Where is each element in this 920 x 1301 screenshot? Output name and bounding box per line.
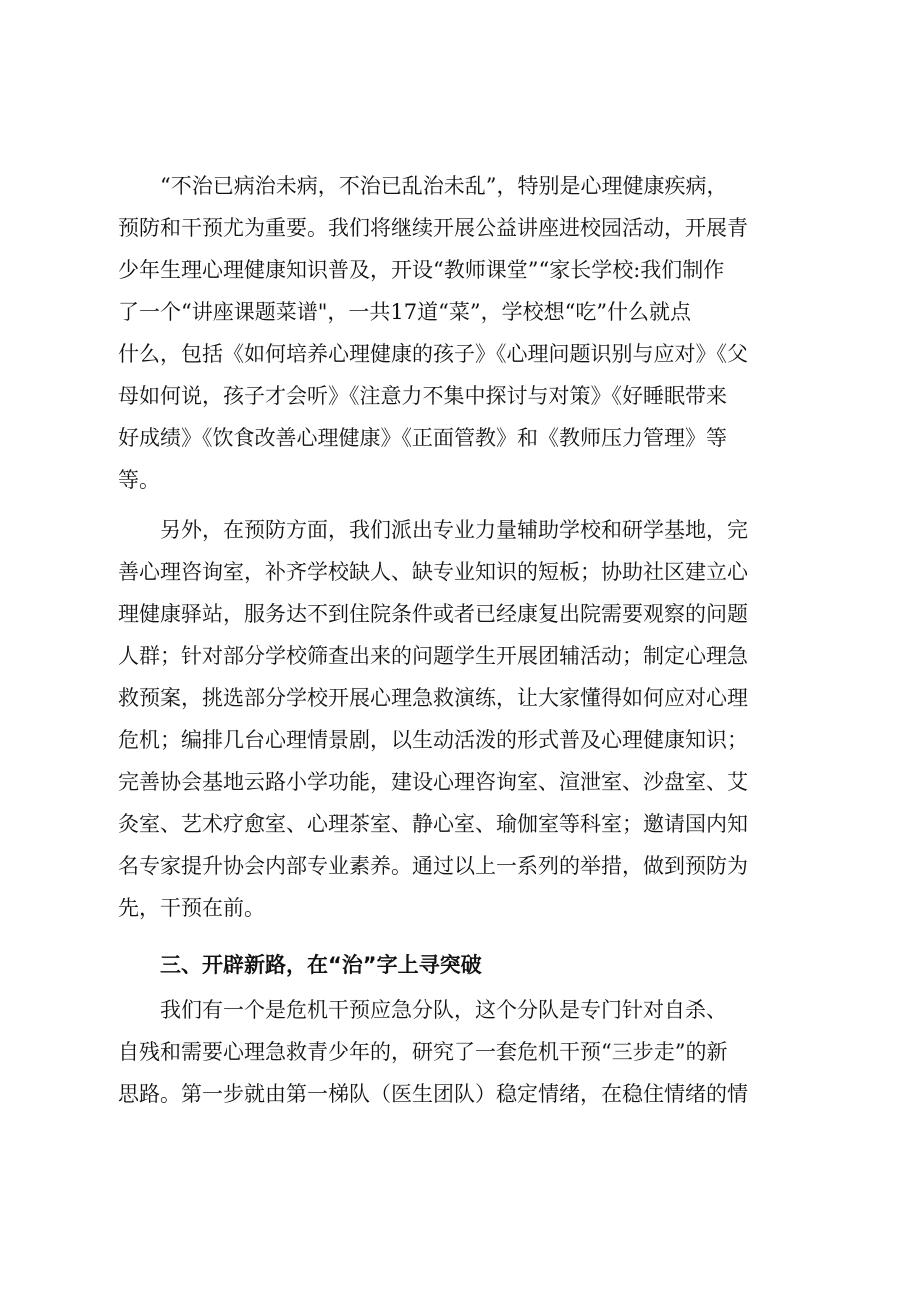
paragraph-1-line-1: “不治已病治未病，不治已乱治未乱”，特别是心理健康疾病， (160, 174, 728, 198)
paragraph-2-line-5: 救预案，挑选部分学校开展心理急救演练，让大家懂得如何应对心理 (118, 686, 748, 710)
paragraph-1-line-6: 母如何说，孩子才会听》《注意力不集中探讨与对策》《好睡眠带来 (118, 384, 727, 408)
paragraph-2-line-1: 另外，在预防方面，我们派出专业力量辅助学校和研学基地，完 (160, 518, 748, 542)
paragraph-2-line-2: 善心理咨询室，补齐学校缺人、缺专业知识的短板；协助社区建立心 (118, 560, 748, 584)
paragraph-1-line-5: 什么，包括《如何培养心理健康的孩子》《心理问题识别与应对》《父 (118, 342, 748, 366)
paragraph-2-line-4: 人群；针对部分学校筛查出来的问题学生开展团辅活动；制定心理急 (118, 644, 748, 668)
paragraph-2-line-8: 灸室、艺术疗愈室、心理茶室、静心室、瑜伽室等科室；邀请国内知 (118, 812, 748, 836)
paragraph-1-line-2: 预防和干预尤为重要。我们将继续开展公益讲座进校园活动，开展青 (118, 216, 748, 240)
paragraph-3-line-1: 我们有一个是危机干预应急分队，这个分队是专门针对自杀、 (160, 998, 727, 1022)
paragraph-2-line-6: 危机；编排几台心理情景剧，以生动活泼的形式普及心理健康知识； (118, 728, 748, 752)
paragraph-3-line-2: 自残和需要心理急救青少年的，研究了一套危机干预“三步走”的新 (118, 1040, 728, 1064)
paragraph-1-line-8: 等。 (118, 468, 160, 492)
paragraph-2-line-9: 名专家提升协会内部专业素养。通过以上一系列的举措，做到预防为 (118, 854, 748, 878)
paragraph-1-line-3: 少年生理心理健康知识普及，开设“教师课堂”“家长学校:我们制作 (118, 258, 725, 282)
paragraph-2-line-7: 完善协会基地云路小学功能，建设心理咨询室、渲泄室、沙盘室、艾 (118, 770, 748, 794)
section-heading-3: 三、开辟新路，在“治”字上寻突破 (160, 953, 482, 977)
paragraph-2-line-3: 理健康驿站，服务达不到住院条件或者已经康复出院需要观察的问题 (118, 602, 748, 626)
paragraph-3-line-3: 思路。第一步就由第一梯队（医生团队）稳定情绪，在稳住情绪的情 (118, 1082, 748, 1106)
paragraph-2-line-10: 先，干预在前。 (118, 896, 265, 920)
paragraph-1-line-7: 好成绩》《饮食改善心理健康》《正面管教》和《教师压力管理》等 (118, 426, 727, 450)
paragraph-1-line-4: 了一个“讲座课题菜谱"，一共17道“菜”，学校想“吃”什么就点 (118, 300, 692, 324)
